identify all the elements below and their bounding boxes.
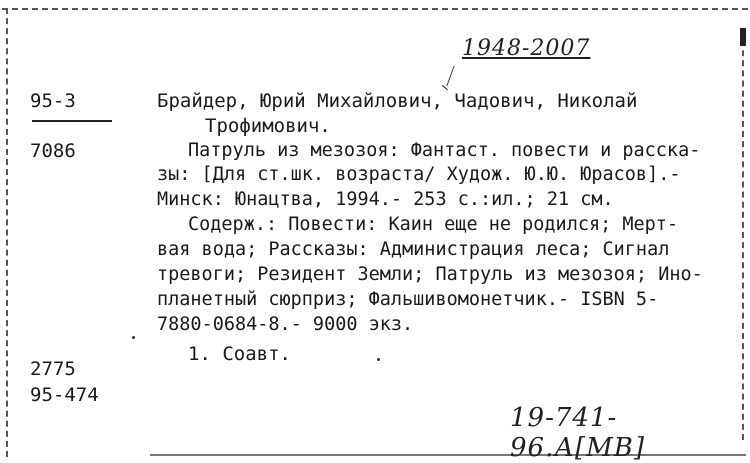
contents-line-1: Содерж.: Повести: Каин еще не родился; Мерт- <box>188 214 679 235</box>
card-border-top <box>2 8 748 10</box>
title-line-2: зы: [Для ст.шк. возраста/ Худож. Ю.Ю. Юрасов].- <box>157 164 681 185</box>
ink-dot <box>132 336 135 339</box>
author-heading: Брайдер, Юрий Михайлович, Чадович, Николай <box>157 90 638 112</box>
contents-line-3: тревоги; Резидент Земли; Патруль из мезозоя; Ино- <box>157 264 703 285</box>
handwritten-years: 1948-2007 <box>462 36 591 61</box>
ink-dot <box>377 358 380 361</box>
corner-mark <box>740 28 746 46</box>
card-border-left <box>6 8 8 457</box>
contents-line-4: планетный сюрприз; Фальшивомонетчик.- ISBN 5- <box>157 289 659 310</box>
call-number-separator <box>32 120 112 122</box>
inventory-code: 7086 <box>30 140 76 162</box>
record-number-code: 95-474 <box>30 384 99 406</box>
author-mark-code: 2775 <box>30 358 76 380</box>
title-line-1: Патруль из мезозоя: Фантаст. повести и расска- <box>188 140 701 161</box>
card-border-right <box>742 30 744 440</box>
contents-line-5: 7880-0684-8.- 9000 экз. <box>157 314 414 335</box>
handwritten-shelf-stamp: 19-741-96.А[МВ] <box>510 403 646 463</box>
call-number-code: 95-3 <box>30 90 76 112</box>
author-heading-cont: Трофимович. <box>205 115 331 137</box>
imprint-line: Минск: Юнацтва, 1994.- 253 с.:ил.; 21 см. <box>157 189 614 210</box>
contents-line-2: вая вода; Рассказы: Администрация леса; Сигнал <box>157 239 670 260</box>
tracing-note: 1. Соавт. <box>188 343 291 365</box>
